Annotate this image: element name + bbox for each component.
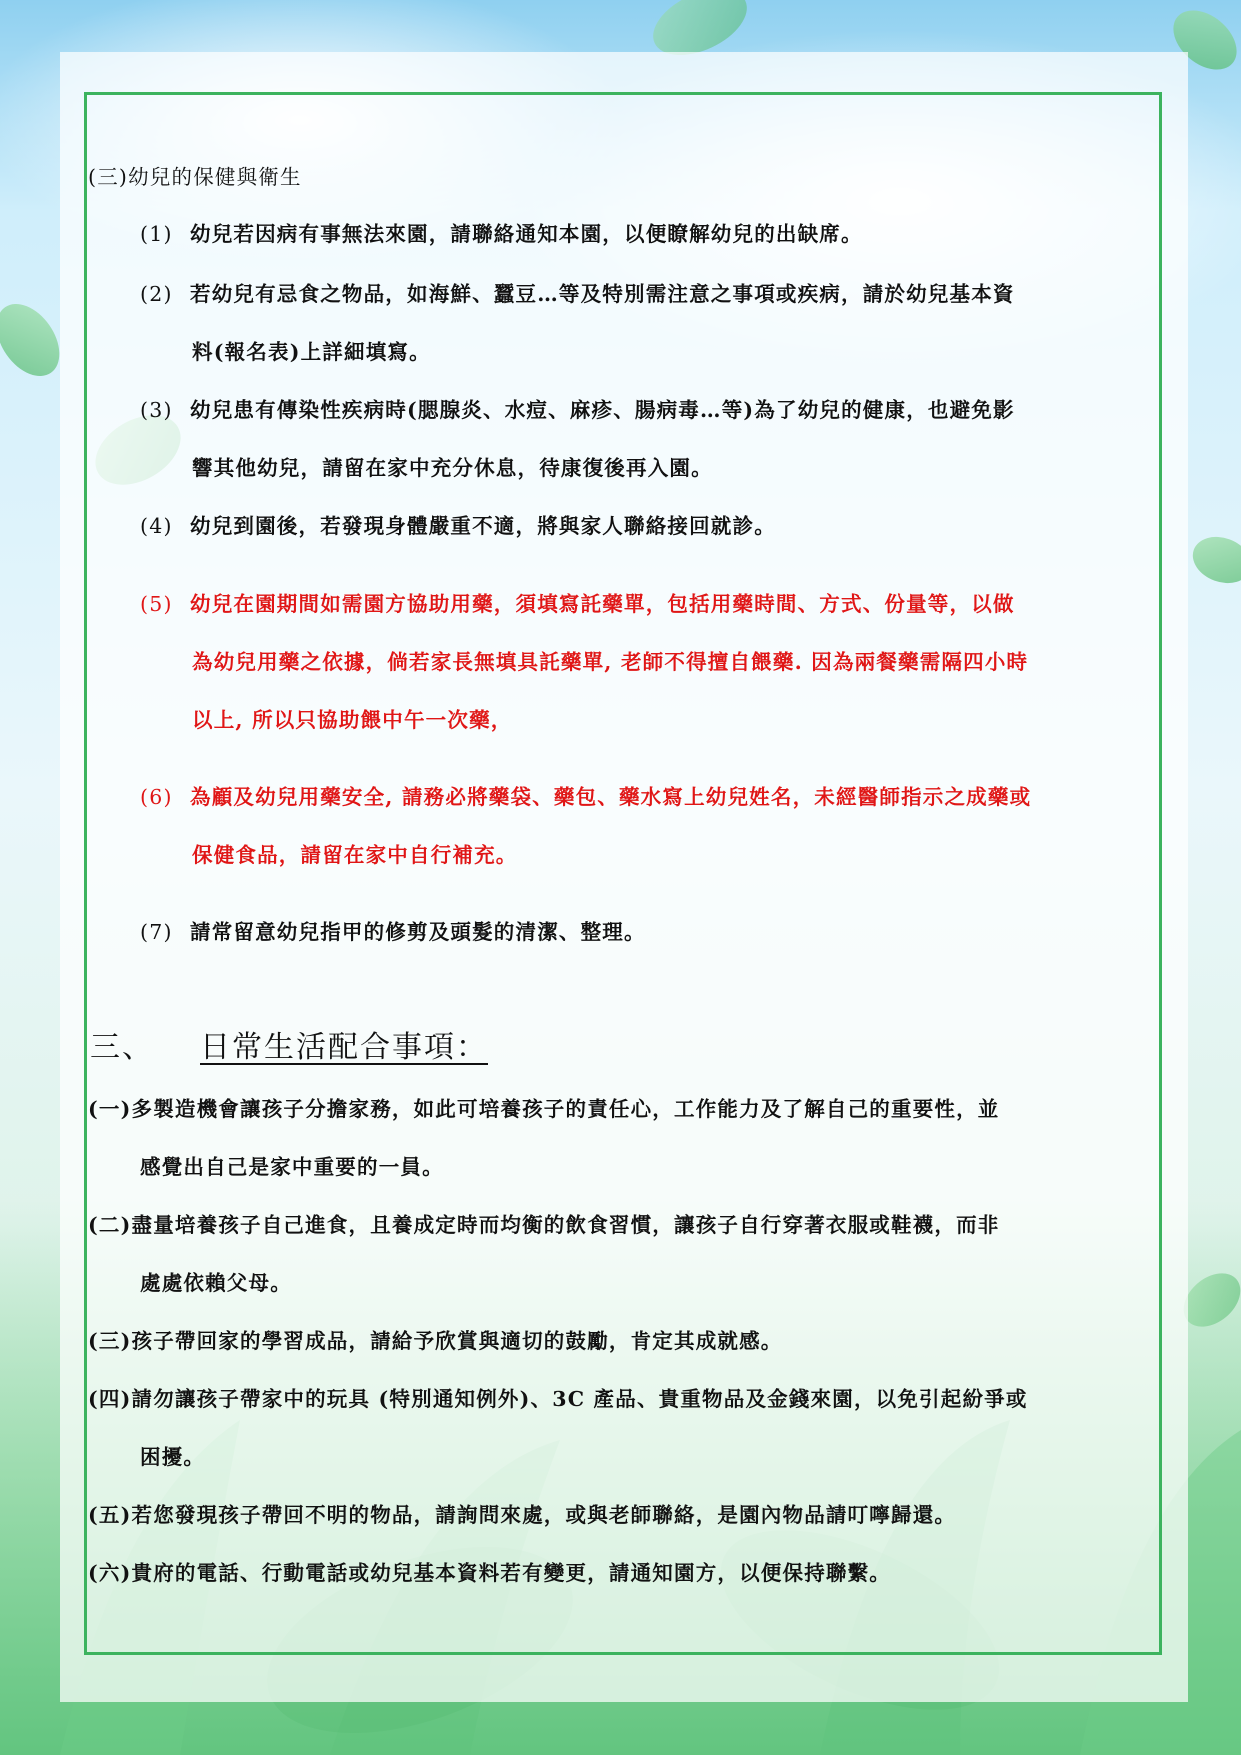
item-text: 為顧及幼兒用藥安全, 請務必將藥袋、藥包、藥水寫上幼兒姓名，未經醫師指示之成藥或 <box>190 785 1032 809</box>
health-item-2-cont: 料(報名表)上詳細填寫。 <box>192 340 431 364</box>
health-item-2 <box>140 277 1015 307</box>
section-title: 日常生活配合事項： <box>200 1030 488 1065</box>
health-item-4 <box>140 509 776 539</box>
item-number: (5) <box>140 592 173 616</box>
daily-item-5: (五)若您發現孩子帶回不明的物品，請詢問來處，或與老師聯絡，是園內物品請叮嚀歸還。 <box>88 1503 957 1527</box>
health-item-5-cont-1: 為幼兒用藥之依據，倘若家長無填具託藥單, 老師不得擅自餵藥. 因為兩餐藥需隔四小時 <box>192 650 1029 674</box>
item-text: 請常留意幼兒指甲的修剪及頭髮的清潔、整理。 <box>190 920 646 944</box>
health-item-3-cont: 響其他幼兒，請留在家中充分休息，待康復後再入園。 <box>192 456 713 480</box>
daily-item-2: (二)盡量培養孩子自己進食，且養成定時而均衡的飲食習慣，讓孩子自行穿著衣服或鞋襪，而非 <box>88 1213 1000 1237</box>
health-item-6-cont: 保健食品，請留在家中自行補充。 <box>192 843 518 867</box>
health-item-7 <box>140 915 646 945</box>
item-text: 幼兒到園後，若發現身體嚴重不適，將與家人聯絡接回就診。 <box>190 514 776 538</box>
health-item-5-cont-2: 以上, 所以只協助餵中午一次藥， <box>192 708 513 732</box>
daily-item-2-cont: 處處依賴父母。 <box>140 1271 292 1295</box>
health-item-5 <box>140 587 1015 617</box>
daily-item-1-cont: 感覺出自己是家中重要的一員。 <box>140 1155 444 1179</box>
section-number: 三、 <box>90 1030 154 1065</box>
section-three-heading <box>90 1022 488 1066</box>
health-item-3 <box>140 393 1015 423</box>
item-number: (1) <box>140 222 173 246</box>
item-number: (4) <box>140 514 173 538</box>
item-number: (2) <box>140 282 173 306</box>
sub-heading-health: (三)幼兒的保健與衛生 <box>88 165 302 189</box>
health-item-1 <box>140 217 863 247</box>
item-text: 若幼兒有忌食之物品，如海鮮、蠶豆…等及特別需注意之事項或疾病，請於幼兒基本資 <box>190 282 1015 306</box>
daily-item-1: (一)多製造機會讓孩子分擔家務，如此可培養孩子的責任心，工作能力及了解自己的重要性，並 <box>88 1097 1000 1121</box>
health-item-6 <box>140 780 1031 810</box>
item-text: 幼兒患有傳染性疾病時(腮腺炎、水痘、麻疹、腸病毒…等)為了幼兒的健康，也避免影 <box>190 398 1015 422</box>
daily-item-4-cont: 困擾。 <box>140 1445 206 1469</box>
item-text: 幼兒若因病有事無法來園，請聯絡通知本園，以便瞭解幼兒的出缺席。 <box>190 222 863 246</box>
item-text: 幼兒在園期間如需園方協助用藥，須填寫託藥單，包括用藥時間、方式、份量等，以做 <box>190 592 1015 616</box>
daily-item-4: (四)請勿讓孩子帶家中的玩具 (特別通知例外)、3C 產品、貴重物品及金錢來園，以免引起紛爭或 <box>88 1387 1028 1411</box>
item-number: (7) <box>140 920 173 944</box>
daily-item-3: (三)孩子帶回家的學習成品，請給予欣賞與適切的鼓勵，肯定其成就感。 <box>88 1329 783 1353</box>
item-number: (3) <box>140 398 173 422</box>
daily-item-6: (六)貴府的電話、行動電話或幼兒基本資料若有變更，請通知園方，以便保持聯繫。 <box>88 1561 891 1585</box>
item-number: (6) <box>140 785 173 809</box>
